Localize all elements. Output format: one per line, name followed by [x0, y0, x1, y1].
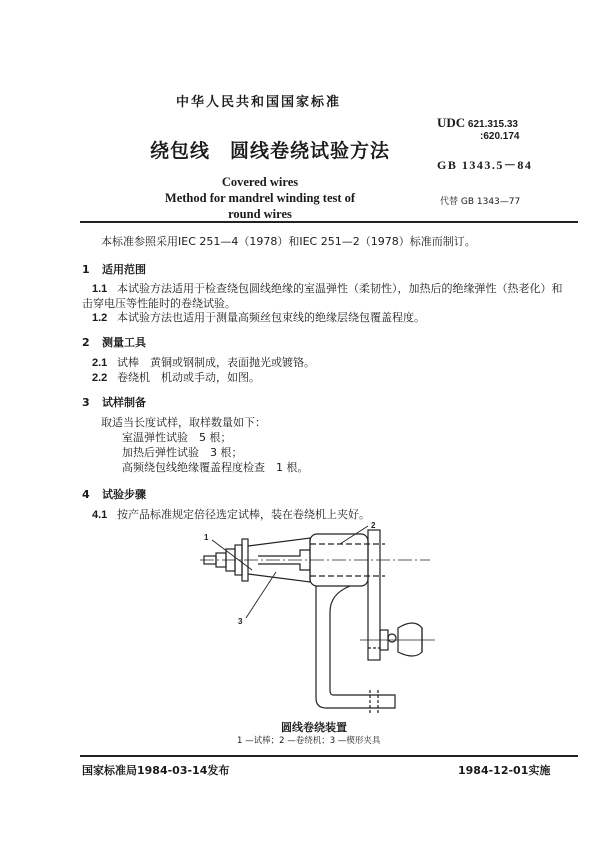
issuing-nation: 中华人民共和国国家标准 — [176, 95, 342, 110]
sample-lead: 取适当长度试样，取样数量如下： — [101, 416, 266, 429]
udc-label: UDC — [437, 115, 466, 130]
section-heading-1: 1 适用范围 — [82, 263, 146, 276]
title-chinese: 绕包线 圆线卷绕试验方法 — [150, 140, 391, 162]
callout-1: 1 — [204, 533, 209, 542]
replaces-note: 代替 GB 1343—77 — [440, 197, 521, 207]
sample-item: 高频绕包线绝缘覆盖程度检查 1 根。 — [122, 461, 309, 474]
intro-paragraph: 本标准参照采用IEC 251—4（1978）和IEC 251—2（1978）标准而制订。 — [101, 235, 476, 248]
title-english-line: Covered wires — [221, 175, 299, 189]
section-heading-3: 3 试样制备 — [82, 396, 146, 409]
title-english-line: round wires — [228, 207, 292, 221]
udc-line1: 621.315.33 — [467, 119, 518, 130]
callout-3: 3 — [238, 617, 243, 626]
title-english-line: Method for mandrel winding test of — [164, 191, 356, 205]
callout-2: 2 — [371, 521, 376, 530]
section-heading-2: 2 测量工具 — [82, 336, 146, 349]
section-heading-4: 4 试验步骤 — [82, 488, 146, 501]
figure-caption: 圆线卷绕装置 — [281, 721, 347, 734]
sample-item: 加热后弹性试验 3 根； — [122, 446, 243, 459]
udc-code — [437, 117, 519, 143]
clause-2-1: 2.1 试棒 黄铜或钢制成，表面抛光或镀铬。 — [92, 356, 315, 369]
clause-4-1: 4.1 按产品标准规定倍径选定试棒，装在卷绕机上夹好。 — [92, 508, 370, 521]
footer-divider — [80, 755, 578, 757]
clause-1-1: 1.1 本试验方法适用于检查绕包圆线绝缘的室温弹性（柔韧性），加热后的绝缘弹性（热老化）和 — [92, 282, 563, 295]
winding-device-figure — [190, 520, 450, 715]
header-divider — [80, 221, 578, 223]
title-english — [150, 174, 370, 222]
clause-1-2: 1.2 本试验方法也适用于测量高频丝包束线的绝缘层绕包覆盖程度。 — [92, 311, 425, 324]
figure-legend: 1 —试棒；2 —卷绕机；3 —楔形夹具 — [237, 736, 381, 746]
clause-1-1-continuation: 击穿电压等性能时的卷绕试验。 — [82, 297, 236, 310]
clause-2-2: 2.2 卷绕机 机动或手动，如图。 — [92, 371, 260, 384]
issue-date: 国家标准局1984-03-14发布 — [82, 764, 230, 777]
sample-item: 室温弹性试验 5 根； — [122, 431, 232, 444]
standard-number: GB 1343.5－84 — [437, 158, 533, 172]
effective-date: 1984-12-01实施 — [458, 764, 551, 777]
udc-line2: :620.174 — [480, 131, 520, 142]
